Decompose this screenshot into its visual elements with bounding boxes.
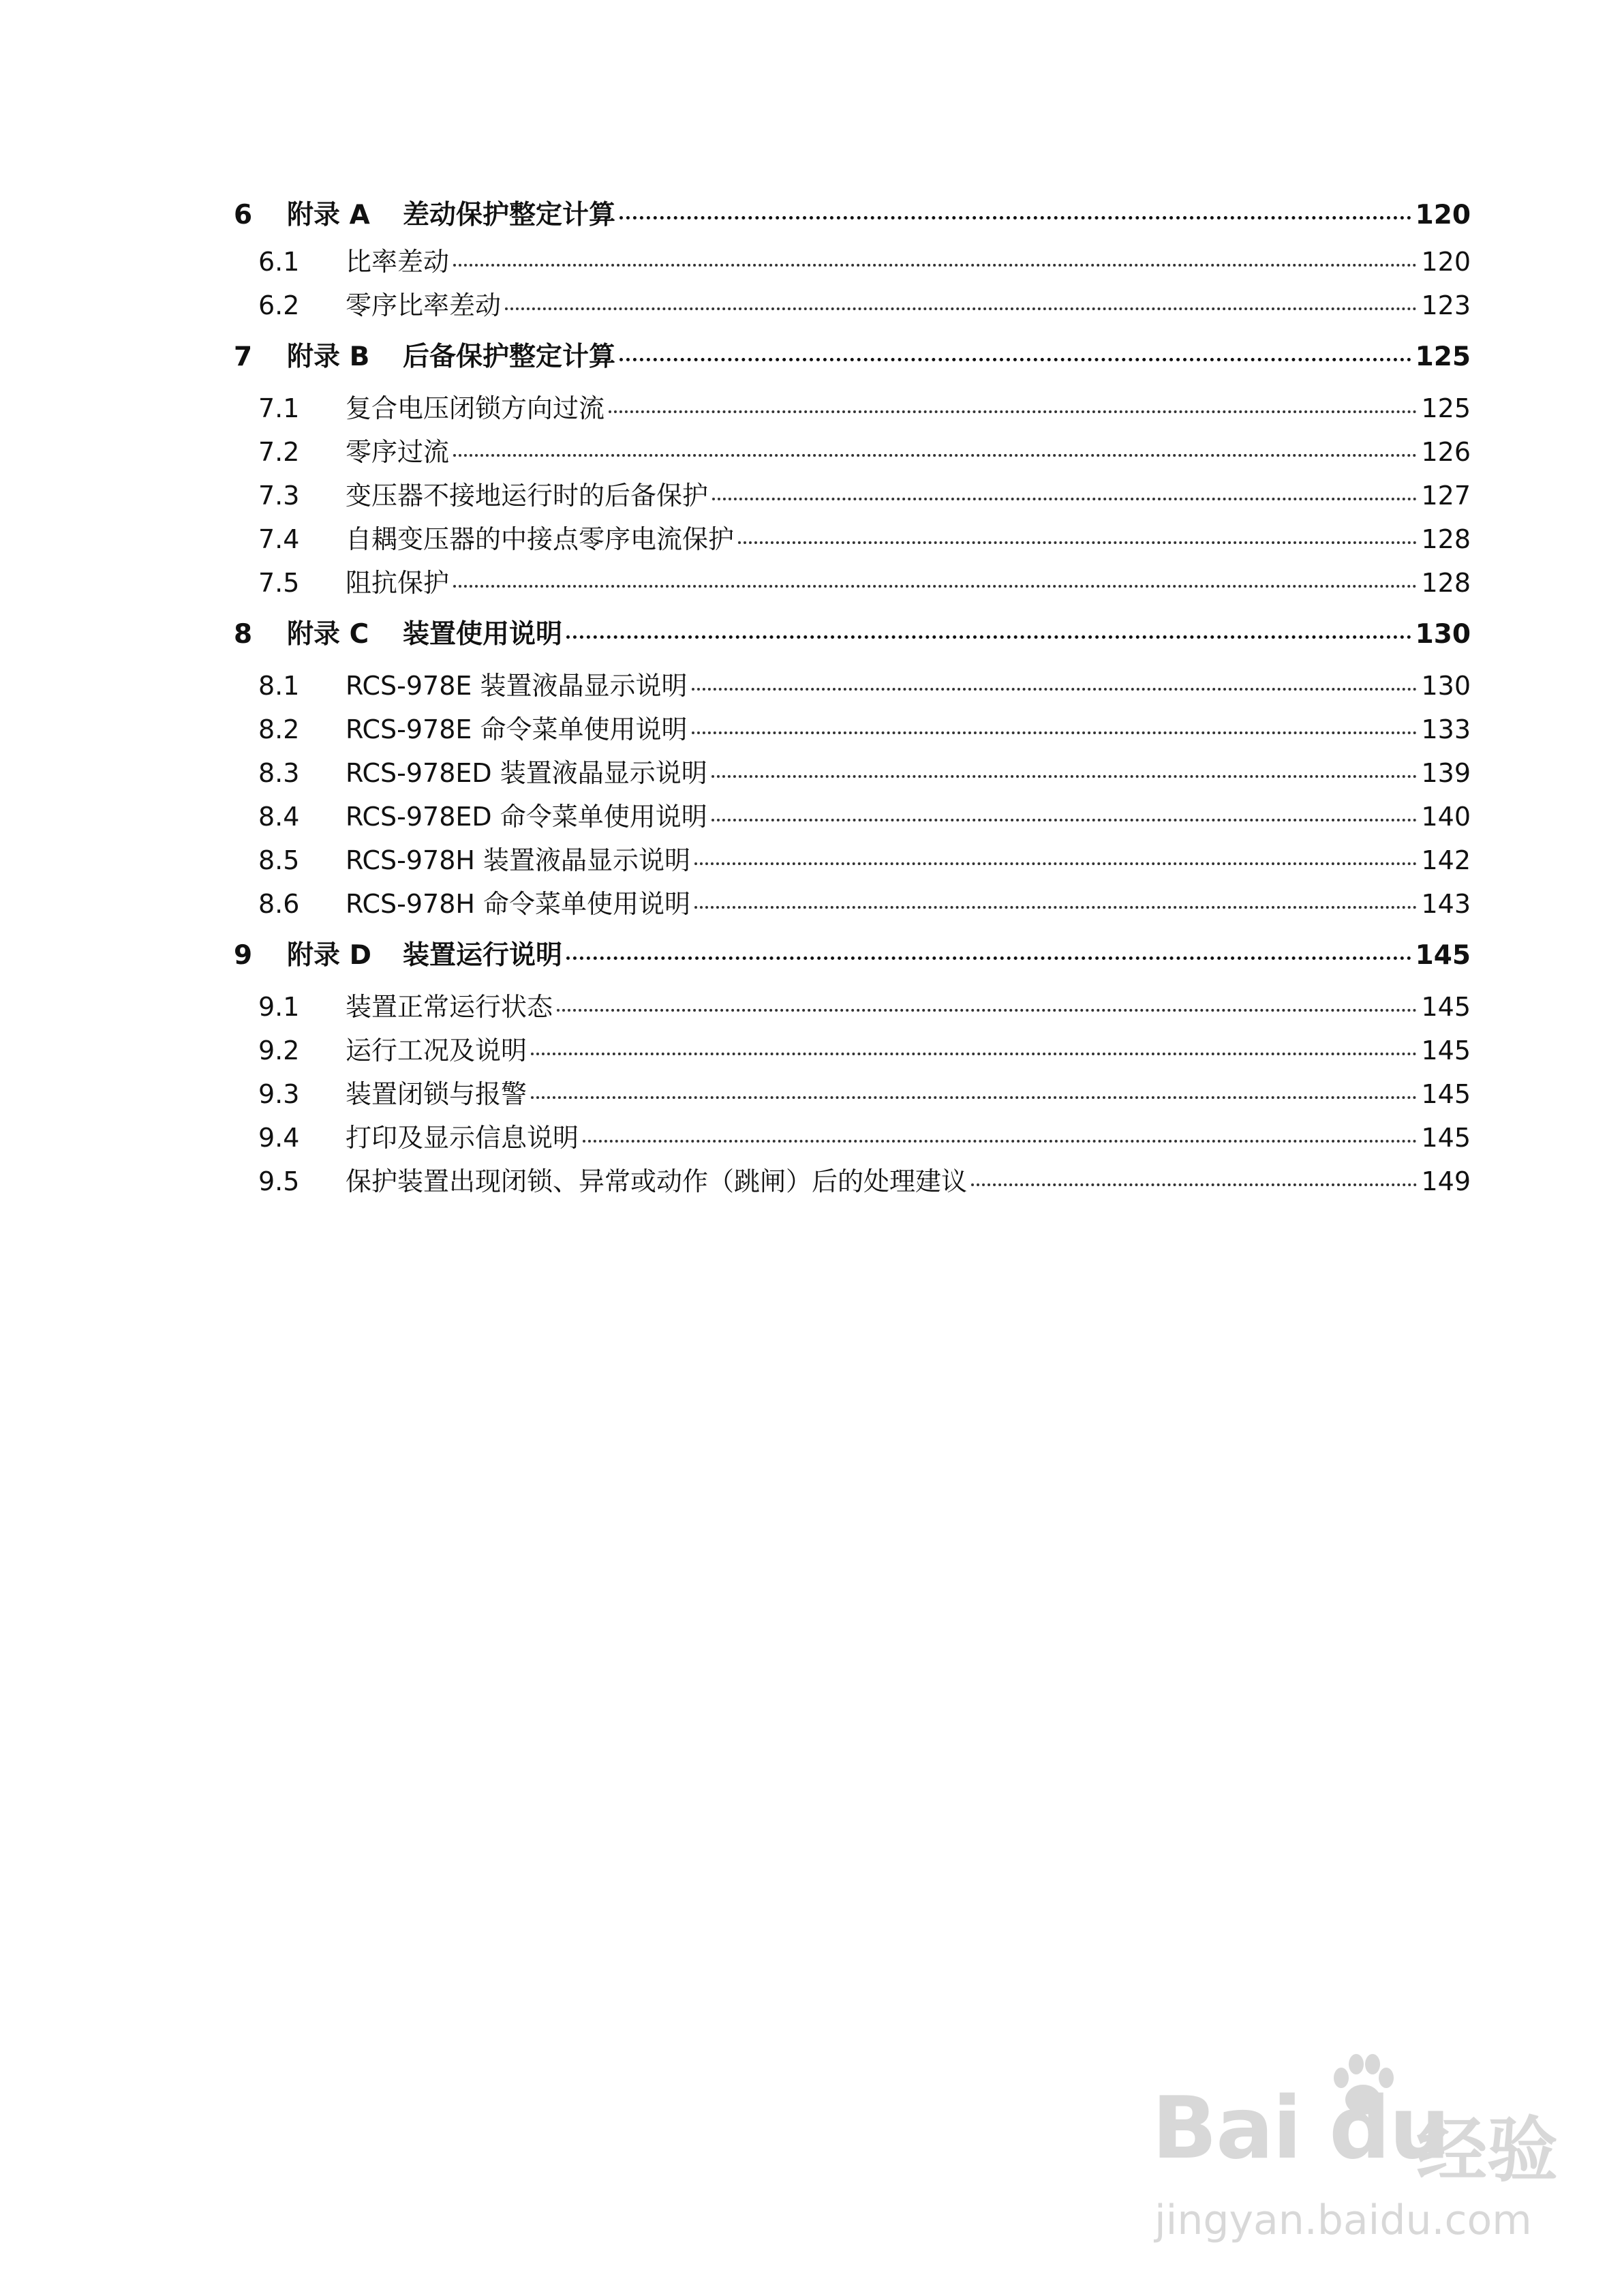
section-number: 7.5 (258, 568, 300, 598)
dot-leader (694, 905, 1417, 909)
page-number: 130 (1415, 619, 1471, 650)
section-number: 9.3 (258, 1079, 300, 1109)
section-title: RCS-978E 装置液晶显示说明 (346, 671, 688, 701)
section-number: 6.2 (258, 290, 300, 320)
chapter-number: 7 (234, 342, 253, 372)
section-number: 9.5 (258, 1166, 300, 1196)
dot-leader (557, 1008, 1417, 1012)
section-number: 8.6 (258, 889, 300, 919)
watermark-logo-text: Bai du (1152, 2078, 1450, 2178)
dot-leader (692, 731, 1418, 734)
chapter-number: 9 (234, 940, 253, 971)
section-title: RCS-978E 命令菜单使用说明 (346, 714, 688, 744)
dot-leader (971, 1183, 1417, 1186)
toc-section-9-1[interactable] (234, 985, 1471, 1029)
chapter-title: 装置使用说明 (403, 619, 563, 650)
dot-leader (692, 687, 1418, 691)
chapter-title: 差动保护整定计算 (403, 200, 616, 230)
page-number: 128 (1421, 524, 1471, 554)
page-number: 126 (1421, 437, 1471, 467)
chapter-number: 8 (234, 619, 253, 650)
section-number: 9.4 (258, 1123, 300, 1153)
chapter-number: 6 (234, 200, 253, 230)
page-number: 145 (1421, 1079, 1471, 1109)
appendix-label: 附录 A (287, 200, 370, 230)
toc-section-6-1[interactable] (234, 240, 1471, 284)
page-number: 125 (1421, 393, 1471, 423)
dot-leader (619, 215, 1411, 220)
section-title: 复合电压闭锁方向过流 (346, 393, 605, 423)
toc-chapter-6[interactable] (234, 191, 1471, 240)
section-title: 阻抗保护 (346, 568, 450, 598)
watermark-url: jingyan.baidu.com (1154, 2196, 1532, 2244)
dot-leader (738, 541, 1417, 544)
section-number: 7.4 (258, 524, 300, 554)
page-number: 145 (1421, 1036, 1471, 1066)
page-number: 128 (1421, 568, 1471, 598)
toc-section-8-6[interactable] (234, 882, 1471, 926)
page-number: 127 (1421, 481, 1471, 511)
page-number: 123 (1421, 290, 1471, 320)
section-title: 比率差动 (346, 247, 450, 277)
watermark-label: 经验 (1416, 2109, 1559, 2192)
section-title: RCS-978H 装置液晶显示说明 (346, 845, 691, 875)
dot-leader (694, 862, 1417, 865)
toc-section-7-1[interactable] (234, 387, 1471, 430)
toc-chapter-9[interactable] (234, 926, 1471, 985)
page-number: 140 (1421, 802, 1471, 832)
toc-chapter-7[interactable] (234, 327, 1471, 387)
dot-leader (619, 357, 1411, 361)
appendix-label: 附录 D (287, 940, 371, 971)
section-number: 8.1 (258, 671, 300, 701)
page-number: 120 (1421, 247, 1471, 277)
toc-section-7-5[interactable] (234, 561, 1471, 605)
section-title: 变压器不接地运行时的后备保护 (346, 481, 709, 511)
section-title: 自耦变压器的中接点零序电流保护 (346, 524, 735, 554)
section-number: 7.3 (258, 481, 300, 511)
dot-leader (453, 263, 1417, 267)
section-title: 打印及显示信息说明 (346, 1123, 579, 1153)
dot-leader (566, 956, 1411, 960)
dot-leader (711, 818, 1418, 821)
toc-section-8-1[interactable] (234, 664, 1471, 708)
page-number: 142 (1421, 845, 1471, 875)
page-number: 145 (1415, 940, 1471, 971)
toc-section-8-5[interactable] (234, 839, 1471, 882)
toc-chapter-8[interactable] (234, 605, 1471, 664)
toc-section-8-3[interactable] (234, 751, 1471, 795)
toc-section-9-5[interactable] (234, 1160, 1471, 1203)
section-number: 8.2 (258, 714, 300, 744)
toc-section-7-2[interactable] (234, 430, 1471, 474)
page-number: 145 (1421, 992, 1471, 1022)
dot-leader (583, 1139, 1417, 1143)
section-number: 9.1 (258, 992, 300, 1022)
toc-section-9-3[interactable] (234, 1072, 1471, 1116)
page-number: 149 (1421, 1166, 1471, 1196)
dot-leader (453, 584, 1417, 588)
page-number: 139 (1421, 758, 1471, 788)
page-number: 130 (1421, 671, 1471, 701)
section-title: 装置正常运行状态 (346, 992, 553, 1022)
dot-leader (505, 307, 1417, 310)
chapter-title: 装置运行说明 (403, 940, 563, 971)
toc-section-6-2[interactable] (234, 284, 1471, 327)
dot-leader (453, 453, 1417, 457)
section-title: 运行工况及说明 (346, 1036, 527, 1066)
section-number: 8.4 (258, 802, 300, 832)
section-title: RCS-978H 命令菜单使用说明 (346, 889, 691, 919)
toc-section-8-2[interactable] (234, 708, 1471, 751)
section-number: 8.5 (258, 845, 300, 875)
dot-leader (531, 1052, 1417, 1055)
toc-section-7-4[interactable] (234, 517, 1471, 561)
appendix-label: 附录 B (287, 342, 370, 372)
chapter-title: 后备保护整定计算 (403, 342, 616, 372)
dot-leader (711, 774, 1418, 778)
dot-leader (609, 410, 1417, 413)
page-number: 125 (1415, 342, 1471, 372)
section-title: RCS-978ED 装置液晶显示说明 (346, 758, 707, 788)
toc-section-9-2[interactable] (234, 1029, 1471, 1072)
toc-section-7-3[interactable] (234, 474, 1471, 517)
dot-leader (531, 1096, 1417, 1099)
dot-leader (566, 635, 1411, 639)
section-number: 8.3 (258, 758, 300, 788)
dot-leader (712, 497, 1417, 500)
section-title: RCS-978ED 命令菜单使用说明 (346, 802, 707, 832)
section-title: 装置闭锁与报警 (346, 1079, 527, 1109)
section-number: 7.1 (258, 393, 300, 423)
section-number: 7.2 (258, 437, 300, 467)
section-title: 零序比率差动 (346, 290, 502, 320)
page-number: 145 (1421, 1123, 1471, 1153)
section-title: 保护装置出现闭锁、异常或动作（跳闸）后的处理建议 (346, 1166, 968, 1196)
toc-section-8-4[interactable] (234, 795, 1471, 839)
page-number: 133 (1421, 714, 1471, 744)
page-number: 143 (1421, 889, 1471, 919)
section-title: 零序过流 (346, 437, 450, 467)
section-number: 6.1 (258, 247, 300, 277)
appendix-label: 附录 C (287, 619, 369, 650)
table-of-contents (234, 191, 1471, 1203)
toc-section-9-4[interactable] (234, 1116, 1471, 1160)
section-number: 9.2 (258, 1036, 300, 1066)
baidu-jingyan-watermark (1152, 2045, 1574, 2250)
page-number: 120 (1415, 200, 1471, 230)
